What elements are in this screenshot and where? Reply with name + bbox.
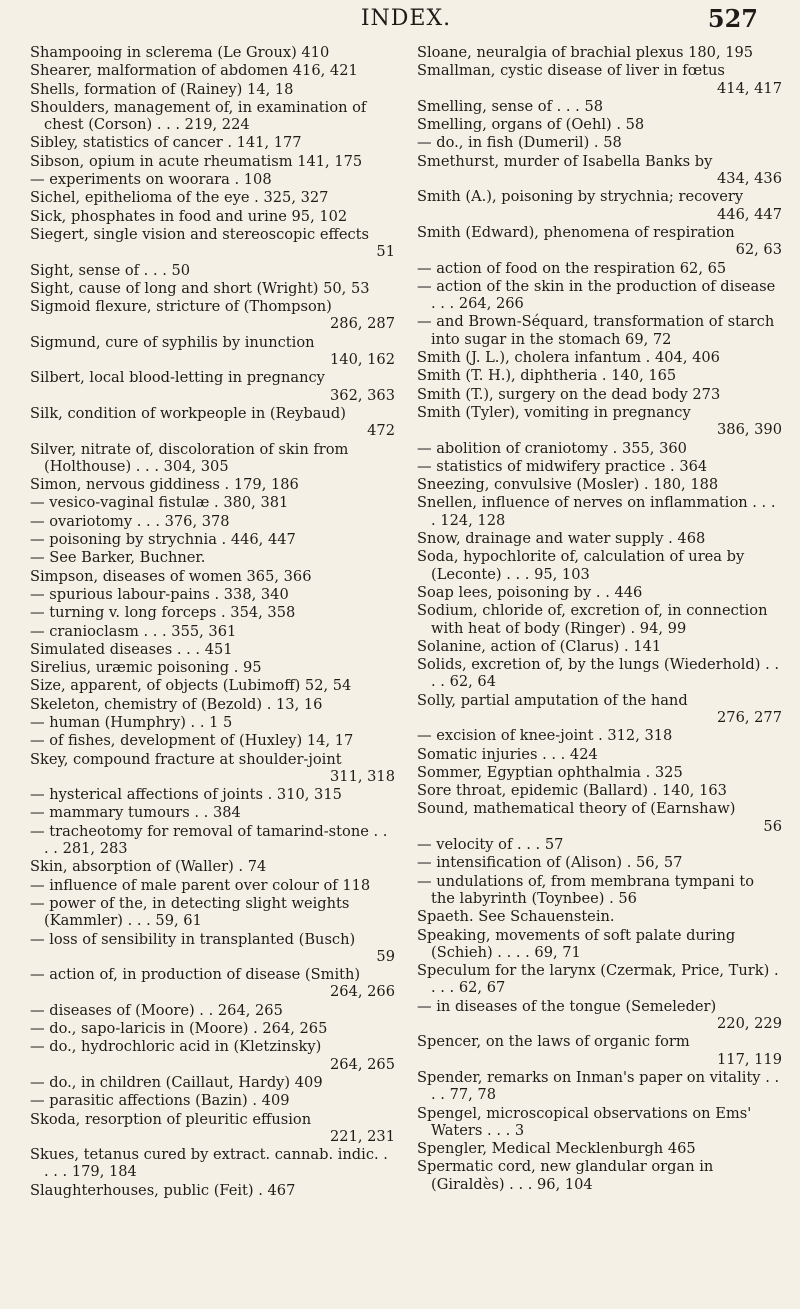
entry-text: — statistics of midwifery practice . — [417, 457, 675, 475]
entry-text: Sick, phosphates in food and urine — [30, 207, 287, 225]
index-entry — [417, 44, 782, 61]
index-entry — [30, 641, 395, 658]
entry-text: — diseases of (Moore) . . — [30, 1001, 214, 1019]
entry-text: Soap lees, poisoning by . . — [417, 583, 610, 601]
entry-text: Sigmoid flexure, stricture of (Thompson) — [30, 298, 332, 316]
entry-pages: 62, 67 — [458, 979, 506, 997]
entry-pages: 304, 305 — [163, 457, 229, 475]
entry-pages: 264, 265 — [262, 1020, 328, 1038]
entry-pages: 312, 318 — [607, 727, 673, 745]
entry-pages: 434, 436 — [717, 170, 782, 188]
index-entry — [30, 586, 395, 603]
entry-pages: 409 — [294, 1073, 323, 1091]
entry-text: Sichel, epithelioma of the eye . — [30, 189, 259, 207]
entry-text: Silver, nitrate of, discoloration of skin from (Holthouse) . . . — [30, 440, 349, 475]
index-entry — [30, 549, 395, 566]
entry-pages: 3 — [514, 1121, 525, 1139]
index-entry — [30, 1146, 395, 1181]
entry-text: Smith (J. L.), cholera infantum . — [417, 349, 651, 367]
entry-text: — hysterical affections of joints . — [30, 786, 273, 804]
index-entry — [30, 786, 395, 803]
entry-text: Simulated diseases . . . — [30, 640, 201, 658]
entry-text: Sommer, Egyptian ophthalmia . — [417, 763, 651, 781]
entry-text: Somatic injuries . . . — [417, 745, 566, 763]
entry-pages: 180, 188 — [653, 476, 719, 494]
entry-text: Sigmund, cure of syphilis by inunction — [30, 333, 315, 351]
index-entry — [417, 727, 782, 744]
entry-pages: 95, 103 — [534, 565, 590, 583]
entry-pages: 264, 266 — [458, 295, 524, 313]
entry-pages: 273 — [692, 385, 721, 403]
entry-text: — turning v. long forceps . — [30, 604, 226, 622]
entry-pages: 362, 363 — [330, 386, 395, 404]
index-entry — [30, 858, 395, 875]
index-entry — [417, 386, 782, 403]
index-entry — [30, 476, 395, 493]
entry-text: Speaking, movements of soft palate during (Schieh) . . . . — [417, 926, 736, 961]
entry-pages: 72 — [652, 330, 672, 348]
entry-text: — in diseases of the tongue (Semeleder) — [417, 997, 717, 1015]
entry-pages: 220, 229 — [717, 1015, 782, 1033]
entry-pages: 354, 358 — [230, 604, 296, 622]
index-entry — [417, 908, 782, 925]
entry-pages: 404, 406 — [654, 349, 720, 367]
entry-text: — abolition of craniotomy . — [417, 439, 618, 457]
index-entry — [417, 1158, 782, 1193]
entry-pages: 325, 327 — [263, 189, 329, 207]
entry-pages: 13, 16 — [276, 695, 323, 713]
entry-text: Sneezing, convulsive (Mosler) . — [417, 476, 649, 494]
entry-text: Silk, condition of workpeople in (Reybaud) — [30, 404, 346, 422]
entry-text: — tracheotomy for removal of tamarind-stone . . . . — [30, 822, 388, 858]
entry-pages: 276, 277 — [717, 708, 782, 726]
index-entry — [30, 334, 395, 369]
index-entry — [30, 1038, 395, 1073]
index-entry — [30, 369, 395, 404]
entry-pages: 53 — [350, 279, 370, 297]
index-entry — [30, 494, 395, 511]
entry-pages: 59 — [376, 947, 395, 965]
index-entry — [417, 188, 782, 223]
entry-text: — do., sapo-laricis in (Moore) . — [30, 1020, 258, 1038]
entry-text: — cranioclasm . . . — [30, 622, 167, 640]
index-entry — [30, 804, 395, 821]
entry-text: Sight, sense of . . . — [30, 261, 167, 279]
index-entry — [417, 476, 782, 493]
index-entry — [30, 226, 395, 261]
entry-pages: 57 — [544, 836, 564, 854]
entry-text: — vesico-vaginal fistulæ . — [30, 494, 219, 512]
entry-text: Smith (T. H.), diphtheria . — [417, 367, 607, 385]
index-entry — [30, 298, 395, 333]
index-entry — [417, 278, 782, 313]
entry-pages: 140, 162 — [330, 351, 395, 369]
index-entry — [30, 877, 395, 894]
index-entry — [417, 800, 782, 835]
entry-text: Soda, hypochlorite of, calculation of urea by (Leconte) . . . — [417, 548, 745, 583]
index-entry — [417, 1140, 782, 1157]
entry-pages: 355, 360 — [621, 439, 687, 457]
entry-text: Smelling, organs of (Oehl) . — [417, 116, 621, 134]
index-entry — [417, 854, 782, 871]
index-entry — [30, 604, 395, 621]
entry-pages: 467 — [267, 1181, 296, 1199]
entry-text: Smallman, cystic disease of liver in fœtus — [417, 62, 725, 80]
index-entry — [30, 732, 395, 749]
entry-pages: 62, 63 — [735, 241, 782, 259]
entry-text: Sibley, statistics of cancer . — [30, 134, 232, 152]
entry-text: Siegert, single vision and stereoscopic effects — [30, 225, 370, 243]
entry-pages: 51 — [376, 243, 395, 261]
entry-pages: 446 — [614, 583, 643, 601]
index-entry — [417, 349, 782, 366]
index-entry — [30, 62, 395, 79]
index-entry — [417, 313, 782, 348]
entry-text: — velocity of . . . — [417, 836, 541, 854]
index-entry — [417, 458, 782, 475]
entry-text: Shampooing in sclerema (Le Groux) 410 — [30, 44, 330, 61]
entry-pages: 74 — [247, 858, 267, 876]
entry-pages: 376, 378 — [164, 512, 230, 530]
entry-pages: 62, 64 — [449, 673, 496, 691]
entry-text: Smith (Tyler), vomiting in pregnancy — [417, 403, 691, 421]
entry-pages: 56 — [618, 889, 637, 907]
index-entry — [30, 677, 395, 694]
index-entry — [30, 189, 395, 206]
entry-text: Sodium, chloride of, excretion of, in connection with heat of body (Ringer) . 94, — [417, 602, 768, 637]
index-entry — [30, 931, 395, 966]
entry-pages: 281, 283 — [62, 840, 128, 858]
index-entry — [30, 531, 395, 548]
entry-text: Smith (A.), poisoning by strychnia; recovery — [417, 188, 744, 206]
entry-pages: 58 — [625, 116, 645, 134]
entry-pages: 446, 447 — [230, 531, 296, 549]
entry-text: Spengler, Medical Mecklenburgh — [417, 1140, 664, 1158]
entry-text: Silbert, local blood-letting in pregnancy — [30, 369, 325, 387]
index-entry — [417, 404, 782, 439]
entry-pages: 141, 177 — [236, 134, 302, 152]
index-entry — [30, 441, 395, 476]
index-entry — [417, 134, 782, 151]
entry-text: — parasitic affections (Bazin) . — [30, 1092, 258, 1110]
entry-text: — do., hydrochloric acid in (Kletzinsky) — [30, 1038, 322, 1056]
entry-text: Slaughterhouses, public (Feit) . — [30, 1181, 263, 1199]
entry-text: — experiments on woorara . — [30, 171, 240, 189]
entry-pages: 355, 361 — [171, 622, 237, 640]
page-header — [30, 0, 782, 44]
entry-text: Simpson, diseases of women — [30, 567, 242, 585]
index-entry — [30, 895, 395, 930]
index-entry — [417, 962, 782, 997]
index-entry — [30, 714, 395, 731]
entry-pages: 264, 265 — [217, 1001, 283, 1019]
entry-text: — power of the, in detecting slight weights (Kammler) . . . — [30, 894, 350, 930]
index-entry — [417, 584, 782, 601]
index-entry — [417, 1033, 782, 1068]
index-entry — [417, 692, 782, 727]
entry-pages: 141 — [633, 637, 662, 655]
entry-pages: 1 5 — [209, 713, 233, 731]
right-column — [417, 44, 782, 1200]
entry-pages: 380, 381 — [223, 494, 289, 512]
entry-pages: 56, 57 — [636, 854, 683, 872]
index-entry — [30, 1182, 395, 1199]
index-entry — [417, 367, 782, 384]
index-entry — [417, 260, 782, 277]
entry-text: Skin, absorption of (Waller) . — [30, 858, 244, 876]
entry-pages: 54 — [332, 677, 352, 695]
entry-text: Spermatic cord, new glandular organ in (Giraldès) . . . — [417, 1158, 714, 1193]
index-columns — [30, 44, 782, 1200]
entry-pages: 179, 186 — [233, 476, 299, 494]
entry-text: Sore throat, epidemic (Ballard) . — [417, 782, 658, 800]
entry-text: Skoda, resorption of pleuritic effusion — [30, 1110, 312, 1128]
entry-text: Skues, tetanus cured by extract. cannab. indic. . . . . — [30, 1146, 388, 1181]
index-entry — [417, 746, 782, 763]
entry-text: — do., in fish (Dumeril) . — [417, 134, 599, 152]
entry-pages: 384 — [212, 804, 241, 822]
index-entry — [30, 823, 395, 858]
entry-pages: 180, 195 — [688, 44, 754, 61]
entry-text: — excision of knee-joint . — [417, 727, 603, 745]
index-entry — [417, 927, 782, 962]
entry-pages: 310, 315 — [276, 786, 342, 804]
entry-text: — of fishes, development of (Huxley) 14, — [30, 732, 331, 750]
entry-text: Skeleton, chemistry of (Bezold) . — [30, 695, 272, 713]
entry-text: Skey, compound fracture at shoulder-joint — [30, 750, 342, 768]
entry-pages: 364 — [679, 457, 708, 475]
entry-pages: 99 — [667, 619, 687, 637]
index-entry — [417, 764, 782, 781]
entry-text: Solly, partial amputation of the hand — [417, 691, 688, 709]
entry-text: Sirelius, uræmic poisoning . — [30, 659, 239, 677]
entry-pages: 472 — [367, 422, 395, 440]
index-entry — [30, 44, 395, 61]
entry-text: Sibson, opium in acute rheumatism — [30, 152, 293, 170]
entry-text: — spurious labour-pains . — [30, 585, 220, 603]
entry-text: Spencer, on the laws of organic form — [417, 1033, 690, 1051]
index-entry — [30, 623, 395, 640]
index-entry — [30, 568, 395, 585]
index-entry — [30, 153, 395, 170]
entry-text: — do., in children (Caillaut, Hardy) — [30, 1073, 291, 1091]
entry-text: Shoulders, management of, in examination of chest (Corson) . . . — [30, 98, 367, 134]
entry-pages: 95, 102 — [291, 207, 348, 225]
index-entry — [30, 751, 395, 786]
entry-text: Snellen, influence of nerves on inflammation . . . . — [417, 494, 776, 529]
left-column — [30, 44, 395, 1200]
page-number: 527 — [707, 4, 758, 33]
entry-text: Simon, nervous giddiness . — [30, 476, 230, 494]
index-entry — [417, 998, 782, 1033]
entry-pages: 117, 119 — [717, 1050, 782, 1068]
index-entry — [30, 1092, 395, 1109]
entry-pages: 50 — [171, 261, 191, 279]
index-entry — [30, 280, 395, 297]
index-entry — [30, 1002, 395, 1019]
index-entry — [30, 208, 395, 225]
index-entry — [30, 1020, 395, 1037]
entry-text: Spengel, microscopical observations on Ems' Waters . . . — [417, 1104, 752, 1139]
entry-text: Smelling, sense of . . . — [417, 97, 580, 115]
entry-text: Smith (T.), surgery on the dead body — [417, 385, 688, 403]
entry-pages: 468 — [677, 530, 706, 548]
entry-text: — and Brown-Séquard, transformation of starch into sugar in the stomach 69, — [417, 313, 775, 348]
entry-text: — loss of sensibility in transplanted (Busch) — [30, 930, 356, 948]
entry-text: Speculum for the larynx (Czermak, Price, Turk) . . . . — [417, 962, 779, 997]
entry-pages: 465 — [667, 1140, 696, 1158]
index-entry — [30, 81, 395, 98]
index-entry — [417, 656, 782, 691]
entry-text: Shells, formation of (Rainey) — [30, 80, 243, 98]
entry-pages: 365, 366 — [246, 567, 312, 585]
index-entry — [30, 1074, 395, 1091]
entry-pages: 17 — [334, 732, 354, 750]
index-entry — [417, 224, 782, 259]
entry-text: Spaeth. See Schauenstein. — [417, 908, 615, 926]
entry-text: Size, apparent, of objects (Lubimoff) 52, — [30, 677, 329, 695]
index-entry — [417, 1069, 782, 1104]
entry-text: — influence of male parent over colour of — [30, 876, 338, 894]
index-entry — [30, 659, 395, 676]
running-head: INDEX. — [360, 6, 452, 31]
index-entry — [417, 548, 782, 583]
entry-text: — mammary tumours . . — [30, 804, 209, 822]
entry-text: Spender, remarks on Inman's paper on vitality . . . . — [417, 1068, 780, 1104]
entry-pages: 140, 165 — [611, 367, 677, 385]
index-entry — [417, 873, 782, 908]
index-entry — [417, 153, 782, 188]
index-entry — [30, 696, 395, 713]
entry-text: Smethurst, murder of Isabella Banks by — [417, 152, 713, 170]
entry-pages: 118 — [342, 876, 371, 894]
index-entry — [30, 966, 395, 1001]
entry-pages: 69, 71 — [534, 943, 581, 961]
entry-pages: 56 — [763, 817, 782, 835]
entry-text: — poisoning by strychnia . — [30, 531, 227, 549]
index-entry — [417, 98, 782, 115]
entry-text: Solids, excretion of, by the lungs (Wiederhold) . . . . — [417, 656, 780, 691]
entry-pages: 451 — [204, 640, 233, 658]
index-entry — [417, 782, 782, 799]
entry-pages: 140, 163 — [661, 782, 727, 800]
entry-pages: 124, 128 — [440, 511, 506, 529]
entry-pages: 58 — [603, 134, 622, 152]
entry-pages: 14, 18 — [247, 80, 294, 98]
entry-pages: 386, 390 — [717, 421, 782, 439]
entry-text: — human (Humphry) . . — [30, 713, 205, 731]
entry-text: Snow, drainage and water supply . — [417, 530, 673, 548]
index-entry — [30, 99, 395, 134]
entry-text: — action of food on the respiration 62, — [417, 259, 703, 277]
index-entry — [417, 440, 782, 457]
entry-pages: 141, 175 — [297, 152, 363, 170]
index-entry — [30, 134, 395, 151]
entry-pages: 446, 447 — [717, 205, 782, 223]
entry-text: — ovariotomy . . . — [30, 512, 160, 530]
index-entry — [417, 62, 782, 97]
entry-pages: 96, 104 — [537, 1175, 593, 1193]
index-entry — [417, 1105, 782, 1140]
entry-text: — action of, in production of disease (Smith) — [30, 966, 361, 984]
entry-text: — action of the skin in the production of disease . . . — [417, 277, 776, 313]
entry-pages: 409 — [261, 1092, 290, 1110]
entry-pages: 221, 231 — [330, 1127, 395, 1145]
entry-pages: 65 — [707, 259, 727, 277]
entry-pages: 414, 417 — [717, 79, 782, 97]
entry-pages: 338, 340 — [223, 585, 289, 603]
entry-text: Sound, mathematical theory of (Earnshaw) — [417, 800, 736, 818]
entry-pages: 424 — [569, 745, 598, 763]
entry-pages: 77, 78 — [449, 1086, 496, 1104]
index-entry — [417, 836, 782, 853]
entry-pages: 219, 224 — [184, 116, 250, 134]
index-entry — [30, 262, 395, 279]
entry-pages: 286, 287 — [330, 315, 395, 333]
index-entry — [417, 116, 782, 133]
index-entry — [417, 494, 782, 529]
index-entry — [417, 638, 782, 655]
entry-pages: 58 — [584, 97, 604, 115]
entry-text: Sloane, neuralgia of brachial plexus — [417, 44, 684, 61]
index-entry — [30, 171, 395, 188]
entry-text: Solanine, action of (Clarus) . — [417, 637, 629, 655]
entry-pages: 108 — [243, 171, 272, 189]
entry-pages: 264, 265 — [330, 1055, 395, 1073]
index-entry — [417, 530, 782, 547]
entry-pages: 179, 184 — [71, 1163, 137, 1181]
index-entry — [30, 405, 395, 440]
index-entry — [417, 602, 782, 637]
entry-text: Smith (Edward), phenomena of respiration — [417, 223, 735, 241]
entry-pages: 95 — [243, 659, 262, 677]
entry-text: — intensification of (Alison) . — [417, 854, 632, 872]
entry-text: Sight, cause of long and short (Wright) 50, — [30, 279, 347, 297]
index-entry — [30, 1111, 395, 1146]
entry-pages: 264, 266 — [330, 983, 395, 1001]
entry-text: — See Barker, Buchner. — [30, 549, 206, 567]
entry-text: Shearer, malformation of abdomen 416, 421 — [30, 62, 358, 80]
entry-pages: 59, 61 — [155, 912, 202, 930]
index-entry — [30, 513, 395, 530]
entry-pages: 325 — [654, 763, 683, 781]
entry-text: — undulations of, from membrana tympani to the labyrinth (Toynbee) . — [417, 872, 754, 907]
entry-pages: 311, 318 — [330, 767, 395, 785]
